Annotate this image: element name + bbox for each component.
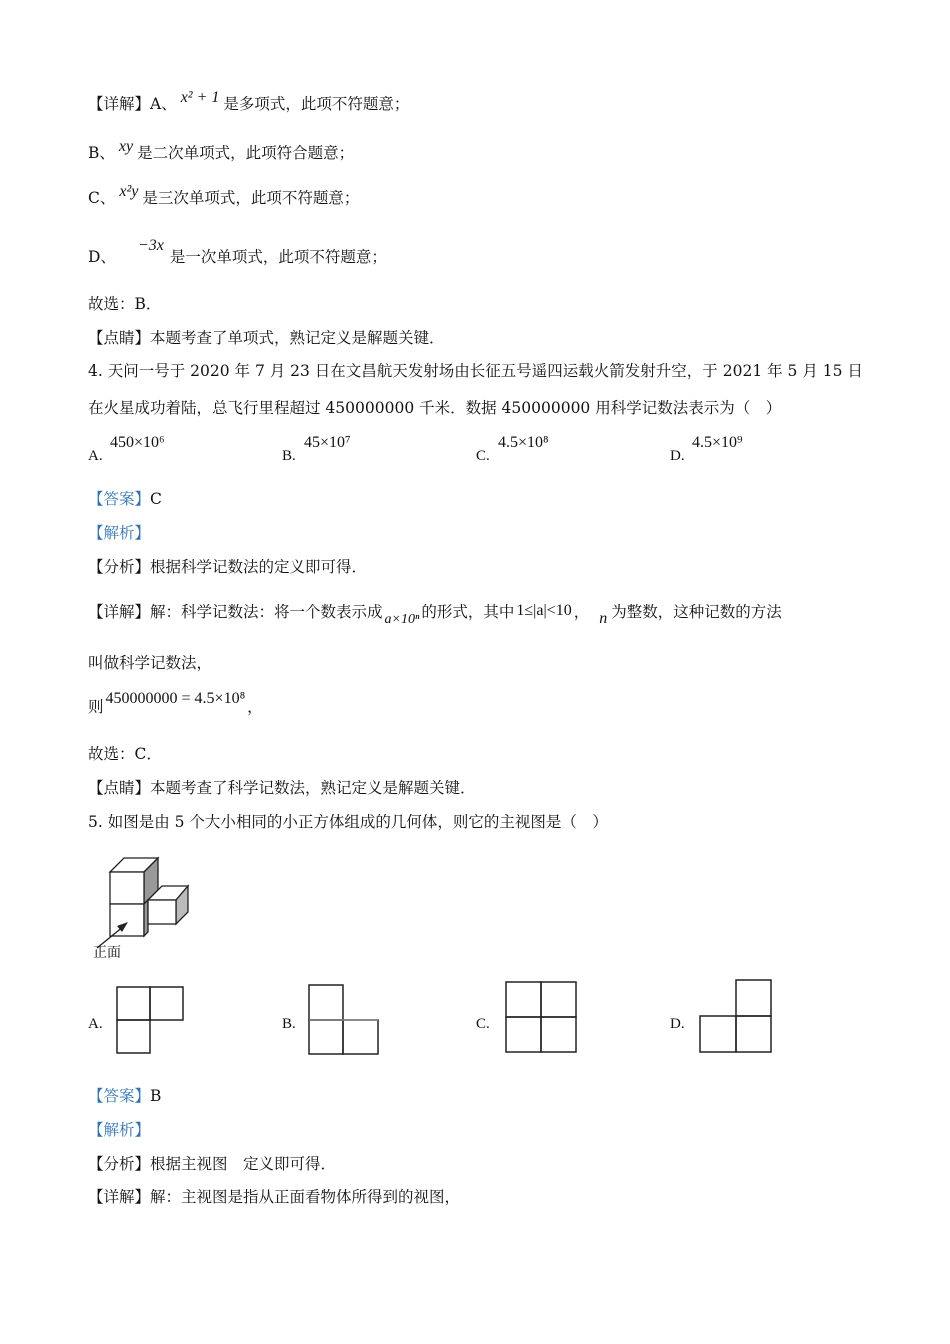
q4-detail-math4: 450000000 = 4.5×10⁸: [105, 690, 246, 707]
q4-analysis-tag: 【解析】: [88, 524, 151, 542]
q4-stem-line1: 4. 天问一号于 2020 年 7 月 23 日在文昌航天发射场由长征五号遥四运载火箭发射升空，于 2021 年 5 月 15 日: [88, 362, 863, 380]
q3-a-suffix: 是多项式，此项不符题意；: [223, 95, 410, 113]
q4-detail-text2: 的形式，其中: [421, 603, 515, 621]
q4-detail-text5: 则: [88, 698, 104, 716]
q4-comment: 【点睛】本题考查了科学记数法，熟记定义是解题关键．: [88, 779, 476, 797]
q4-option-b-label: B.: [282, 448, 296, 464]
q4-detail-text6: ，: [247, 698, 263, 716]
q4-option-b-value: 45×10⁷: [304, 434, 351, 451]
q3-d-suffix: 是一次单项式，此项不符题意；: [169, 248, 387, 266]
q4-detail-math3: n: [599, 610, 608, 627]
q4-answer-tag: 【答案】: [88, 490, 151, 508]
q4-option-c-value: 4.5×10⁸: [498, 434, 549, 451]
q3-c-math: x²y: [119, 183, 139, 200]
q5-option-c-label: C.: [476, 1016, 490, 1032]
q3-comment: 【点睛】本题考查了单项式，熟记定义是解题关键．: [88, 329, 445, 347]
q5-detail: 【详解】解：主视图是指从正面看物体所得到的视图，: [88, 1188, 461, 1206]
q4-answer-value: C: [150, 490, 162, 508]
q5-option-b-label: B.: [282, 1016, 296, 1032]
q3-c-suffix: 是三次单项式，此项不符题意；: [142, 189, 360, 207]
q3-b-prefix: B、: [88, 144, 115, 162]
q5-stem: 5. 如图是由 5 个大小相同的小正方体组成的几何体，则它的主视图是（ ）: [88, 813, 608, 831]
q5-analysis-tag: 【解析】: [88, 1121, 151, 1139]
q3-b-math: xy: [118, 138, 134, 155]
q4-stem-line2: 在火星成功着陆，总飞行里程超过 450000000 千米．数据 450000000 用科学记数法表示为（ ）: [88, 399, 782, 417]
q4-detail-line2: 叫做科学记数法，: [88, 654, 213, 672]
q3-b-suffix: 是二次单项式，此项符合题意；: [137, 144, 355, 162]
q5-option-a-label: A.: [88, 1016, 103, 1032]
q4-detail-text1: 【详解】解：科学记数法：将一个数表示成: [88, 603, 383, 621]
q4-option-d-label: D.: [670, 448, 685, 464]
q5-answer-value: B: [150, 1087, 162, 1105]
q3-choice: 故选：B．: [88, 295, 162, 313]
q3-c-prefix: C、: [88, 189, 116, 207]
q5-answer-tag: 【答案】: [88, 1087, 151, 1105]
q4-detail-math2: 1≤|a|<10: [516, 602, 572, 619]
q4-option-d-value: 4.5×10⁹: [692, 434, 743, 451]
q4-fenxi: 【分析】根据科学记数法的定义即可得．: [88, 558, 368, 576]
q4-detail-text4: 为整数，这种记数的方法: [611, 603, 782, 621]
q3-a-prefix: 【详解】A、: [88, 95, 177, 113]
q4-choice: 故选：C．: [88, 745, 162, 763]
q5-option-d-label: D.: [670, 1016, 685, 1032]
q3-d-prefix: D、: [88, 248, 116, 266]
q5-answer: [88, 1086, 161, 1106]
q3-a-math: x² + 1: [180, 89, 220, 106]
q5-front-label: 正面: [93, 945, 121, 961]
q5-fenxi: 【分析】根据主视图 定义即可得．: [88, 1155, 337, 1173]
q4-option-c-label: C.: [476, 448, 490, 464]
q4-option-a-label: A.: [88, 448, 103, 464]
q4-detail-text3: ，: [573, 603, 590, 621]
q3-d-math: −3x: [137, 237, 164, 254]
q4-detail-math1: a×10ⁿ: [384, 612, 420, 627]
q4-option-a-value: 450×10⁶: [110, 434, 165, 451]
